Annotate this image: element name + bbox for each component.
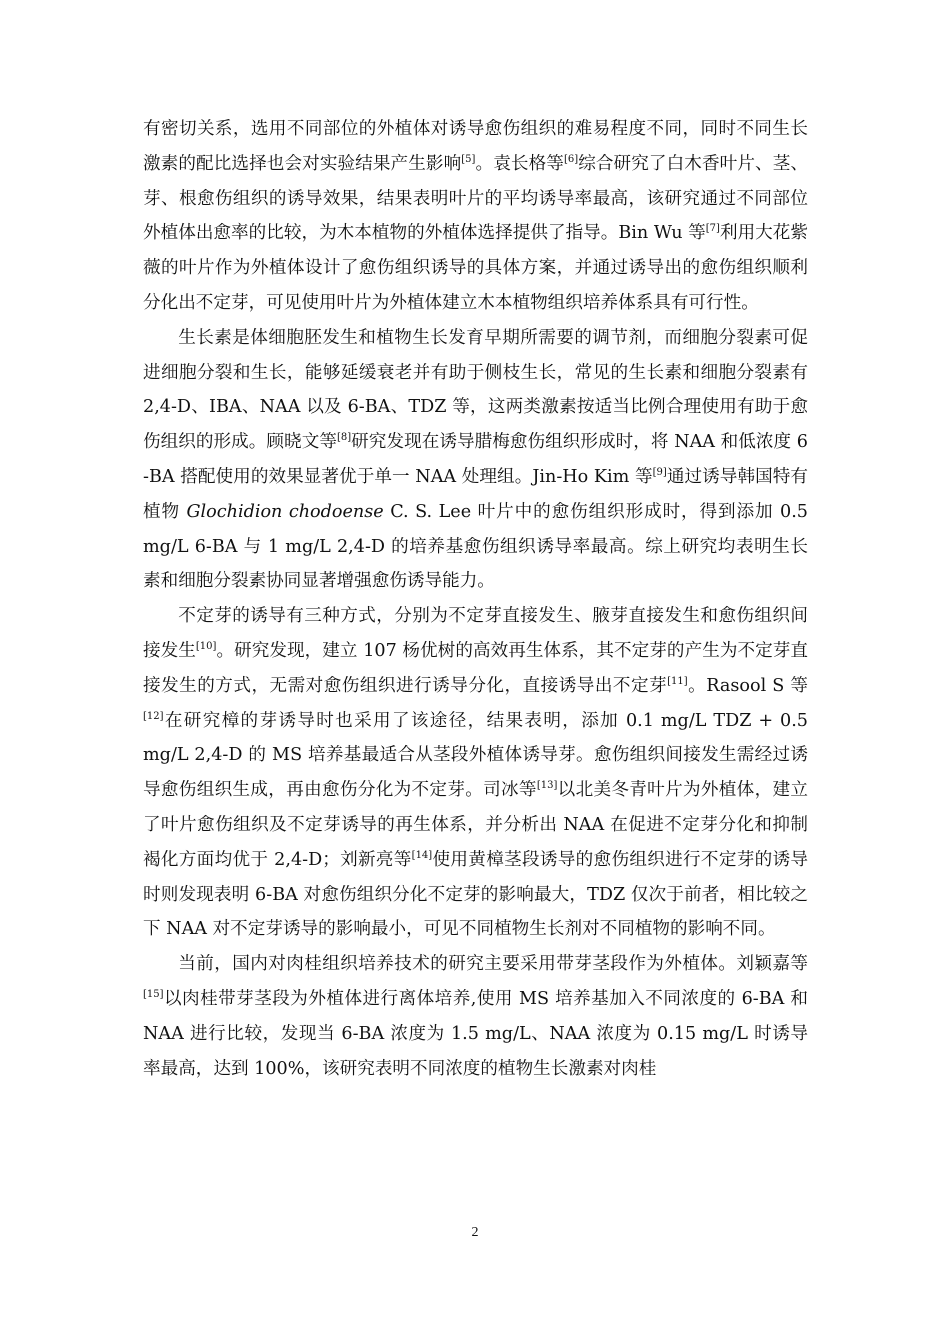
paragraph bbox=[143, 112, 808, 321]
citation-marker: [12] bbox=[143, 710, 164, 722]
text-run: 通过诱导韩国特有植物 bbox=[143, 466, 808, 522]
text-run: 当前，国内对肉桂组织培养技术的研究主要采用带芽茎段作为外植体。刘颖嘉等 bbox=[178, 954, 808, 975]
text-run: 以北美冬青叶片为外植体，建立了叶片愈伤组织及不定芽诱导的再生体系，并分析出 NAA 在促进不定芽分化和抑制褐化方面均优于 2,4-D；刘新亮等 bbox=[143, 780, 808, 870]
paragraph bbox=[143, 599, 808, 947]
citation-marker: [14] bbox=[411, 849, 433, 861]
citation-marker: [13] bbox=[536, 780, 558, 792]
citation-marker: [6] bbox=[563, 153, 579, 165]
citation-marker: [9] bbox=[652, 466, 667, 478]
paragraph bbox=[143, 947, 808, 1086]
page-number: 2 bbox=[471, 1225, 479, 1240]
species-name: Glochidion chodoense bbox=[186, 501, 384, 522]
citation-marker: [10] bbox=[195, 640, 217, 652]
text-run: 不定芽的诱导有三种方式，分别为不定芽直接发生、腋芽直接发生和愈伤组织间接发生 bbox=[143, 606, 808, 661]
text-run: 利用大花紫薇的叶片作为外植体设计了愈伤组织诱导的具体方案，并通过诱导出的愈伤组织顺利分化出不定芽，可见使用叶片为外植体建立木本植物组织培养体系具有可行性。 bbox=[143, 223, 808, 313]
citation-marker: [8] bbox=[336, 432, 352, 444]
document-body bbox=[143, 112, 808, 1086]
citation-marker: [11] bbox=[667, 675, 688, 687]
text-run: 生长素是体细胞胚发生和植物生长发育早期所需要的调节剂，而细胞分裂素可促进细胞分裂和生长，能够延缓衰老并有助于侧枝生长，常见的生长素和细胞分裂素有 2,4-D、IBA、NAA 以及 6-BA、TDZ 等，这两类激素按适当比例合理使用有助于愈伤组织的形成。顾晓文等 bbox=[143, 327, 808, 453]
text-run: 有密切关系，选用不同部位的外植体对诱导愈伤组织的难易程度不同，同时不同生长激素的配比选择也会对实验结果产生影响 bbox=[143, 119, 808, 174]
text-run: 以肉桂带芽茎段为外植体进行离体培养,使用 MS 培养基加入不同浓度的 6-BA 和 NAA 进行比较，发现当 6-BA 浓度为 1.5 mg/L、NAA 浓度为 0.15 mg/L 时诱导率最高，达到 100%，该研究表明不同浓度的植物生长激素对肉桂 bbox=[143, 988, 808, 1079]
text-run: 。研究发现，建立 107 杨优树的高效再生体系，其不定芽的产生为不定芽直接发生的方式，无需对愈伤组织进行诱导分化，直接诱导出不定芽 bbox=[143, 640, 808, 696]
text-run: 。袁长格等 bbox=[475, 153, 564, 174]
paragraph bbox=[143, 321, 808, 599]
citation-marker: [15] bbox=[143, 988, 164, 1000]
text-run: 研究发现在诱导腊梅愈伤组织形成时，将 NAA 和低浓度 6 -BA 搭配使用的效果显著优于单一 NAA 处理组。Jin-Ho Kim 等 bbox=[143, 432, 808, 487]
text-run: C. S. Lee 叶片中的愈伤组织形成时，得到添加 0.5 mg/L 6-BA 与 1 mg/L 2,4-D 的培养基愈伤组织诱导率最高。综上研究均表明生长素和细胞分裂素协同显著增强愈伤诱导能力。 bbox=[143, 501, 808, 592]
text-run: 综合研究了白木香叶片、茎、芽、根愈伤组织的诱导效果，结果表明叶片的平均诱导率最高，该研究通过不同部位外植体出愈率的比较，为木本植物的外植体选择提供了指导。Bin Wu 等 bbox=[143, 153, 808, 244]
text-run: 在研究樟的芽诱导时也采用了该途径，结果表明，添加 0.1 mg/L TDZ + 0.5 mg/L 2,4-D 的 MS 培养基最适合从茎段外植体诱导芽。愈伤组织间接发生需经过诱导愈伤组织生成，再由愈伤分化为不定芽。司冰等 bbox=[143, 710, 808, 801]
text-run: 使用黄樟茎段诱导的愈伤组织进行不定芽的诱导时则发现表明 6-BA 对愈伤组织分化不定芽的影响最大，TDZ 仅次于前者，相比较之下 NAA 对不定芽诱导的影响最小，可见不同植物生长剂对不同植物的影响不同。 bbox=[143, 849, 808, 940]
citation-marker: [5] bbox=[461, 153, 476, 165]
citation-marker: [7] bbox=[705, 223, 720, 235]
text-run: 。Rasool S 等 bbox=[687, 675, 808, 696]
